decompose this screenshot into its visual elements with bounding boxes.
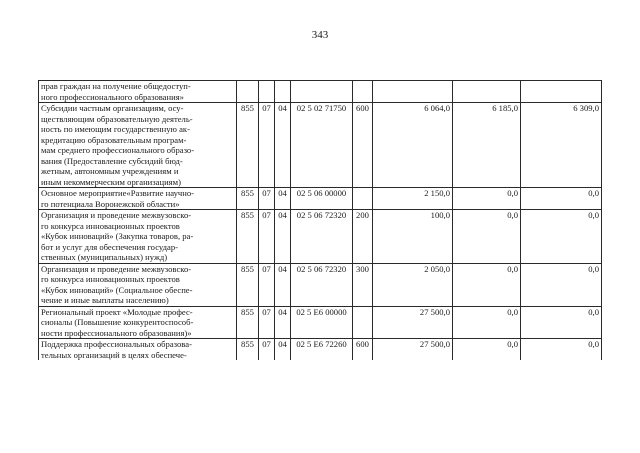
- amount-year1-cell: 27 500,0: [373, 306, 453, 339]
- amount-year2-cell: 0,0: [453, 306, 521, 339]
- subsection-code-cell: [275, 81, 291, 103]
- amount-year1-cell: 2 050,0: [373, 263, 453, 306]
- amount-year2-cell: 6 185,0: [453, 103, 521, 188]
- subsection-code-cell: 04: [275, 306, 291, 339]
- section-code-cell: 07: [259, 263, 275, 306]
- ministry-code-cell: 855: [237, 263, 259, 306]
- section-code-cell: [259, 81, 275, 103]
- item-name-line: «Кубок инноваций» (Закупка товаров, ра-: [41, 231, 194, 241]
- table-body: [39, 81, 602, 361]
- amount-year3-cell: 6 309,0: [521, 103, 602, 188]
- table-row: [39, 339, 602, 361]
- amount-year1-cell: 100,0: [373, 210, 453, 264]
- target-article-cell: 02 5 06 00000: [291, 188, 353, 210]
- item-name-cell: [39, 103, 237, 188]
- amount-year2-cell: 0,0: [453, 188, 521, 210]
- item-name-line: тельных организаций в целях обеспече-: [41, 349, 187, 360]
- target-article-cell: 02 5 06 72320: [291, 263, 353, 306]
- section-code-cell: 07: [259, 188, 275, 210]
- item-name-cell: [39, 339, 237, 361]
- amount-year1-cell: 2 150,0: [373, 188, 453, 210]
- item-name-line: ственных (муниципальных) нужд): [41, 252, 168, 262]
- amount-year3-cell: 0,0: [521, 263, 602, 306]
- section-code-cell: 07: [259, 339, 275, 361]
- amount-year1-cell: 27 500,0: [373, 339, 453, 361]
- subsection-code-cell: 04: [275, 210, 291, 264]
- item-name-cell: [39, 188, 237, 210]
- ministry-code-cell: 855: [237, 210, 259, 264]
- table-row: [39, 81, 602, 103]
- amount-year3-cell: [521, 81, 602, 103]
- item-name-cell: [39, 81, 237, 103]
- item-name-line: Субсидии частным организациям, осу-: [41, 103, 184, 113]
- expense-type-cell: 200: [353, 210, 373, 264]
- table-row: [39, 306, 602, 339]
- item-name-line: «Кубок инноваций» (Социальное обеспе-: [41, 284, 193, 295]
- expense-type-cell: [353, 81, 373, 103]
- ministry-code-cell: 855: [237, 103, 259, 188]
- expense-type-cell: 600: [353, 339, 373, 361]
- item-name-line: ности профессионального образования)»: [41, 327, 192, 338]
- target-article-cell: 02 5 02 71750: [291, 103, 353, 188]
- amount-year1-cell: 6 064,0: [373, 103, 453, 188]
- amount-year2-cell: [453, 81, 521, 103]
- target-article-cell: 02 5 06 72320: [291, 210, 353, 264]
- item-name-line: мам среднего профессионального образо-: [41, 145, 195, 155]
- target-article-cell: [291, 81, 353, 103]
- subsection-code-cell: 04: [275, 188, 291, 210]
- subsection-code-cell: 04: [275, 339, 291, 361]
- item-name-line: ность по имеющим государственную ак-: [41, 124, 190, 134]
- section-code-cell: 07: [259, 306, 275, 339]
- ministry-code-cell: [237, 81, 259, 103]
- item-name-line: го конкурса инновационных проектов: [41, 274, 180, 284]
- item-name-line: Организация и проведение межвузовско-: [41, 210, 192, 220]
- expense-type-cell: 300: [353, 263, 373, 306]
- amount-year2-cell: 0,0: [453, 210, 521, 264]
- item-name-line: кредитацию образовательным програм-: [41, 134, 187, 145]
- item-name-line: бот и услуг для обеспечения государ-: [41, 241, 178, 252]
- item-name-line: го конкурса инновационных проектов: [41, 220, 180, 231]
- amount-year2-cell: 0,0: [453, 263, 521, 306]
- budget-table: [38, 80, 602, 360]
- item-name-line: ного профессионального образования»: [41, 91, 184, 102]
- target-article-cell: 02 5 E6 72260: [291, 339, 353, 361]
- item-name-line: Организация и проведение межвузовско-: [41, 263, 192, 274]
- page-number: 343: [311, 29, 329, 41]
- expense-type-cell: 600: [353, 103, 373, 188]
- item-name-cell: [39, 306, 237, 339]
- item-name-line: сионалы (Повышение конкурентоспособ-: [41, 317, 194, 327]
- section-code-cell: 07: [259, 103, 275, 188]
- item-name-line: иным некоммерческим организациям): [41, 176, 181, 187]
- expense-type-cell: [353, 188, 373, 210]
- table-row: [39, 210, 602, 264]
- table-row: [39, 263, 602, 306]
- table-row: [39, 103, 602, 188]
- amount-year3-cell: 0,0: [521, 210, 602, 264]
- amount-year3-cell: 0,0: [521, 306, 602, 339]
- subsection-code-cell: 04: [275, 263, 291, 306]
- table-row: [39, 188, 602, 210]
- item-name-line: чение и иные выплаты населению): [41, 295, 169, 305]
- subsection-code-cell: 04: [275, 103, 291, 188]
- amount-year1-cell: [373, 81, 453, 103]
- section-code-cell: 07: [259, 210, 275, 264]
- ministry-code-cell: 855: [237, 188, 259, 210]
- item-name-line: го потенциала Воронежской области»: [41, 198, 180, 209]
- ministry-code-cell: 855: [237, 339, 259, 361]
- item-name-line: вания (Предоставление субсидий бюд-: [41, 155, 183, 166]
- item-name-line: ществляющим образовательную деятель-: [41, 113, 193, 124]
- item-name-line: Основное мероприятие«Развитие научно-: [41, 188, 195, 198]
- amount-year2-cell: 0,0: [453, 339, 521, 361]
- item-name-cell: [39, 210, 237, 264]
- item-name-line: прав граждан на получение общедоступ-: [41, 81, 191, 91]
- item-name-line: Поддержка профессиональных образова-: [41, 339, 192, 349]
- expense-type-cell: [353, 306, 373, 339]
- item-name-line: Региональный проект «Молодые профес-: [41, 306, 193, 317]
- ministry-code-cell: 855: [237, 306, 259, 339]
- target-article-cell: 02 5 E6 00000: [291, 306, 353, 339]
- item-name-line: жетным, автономным учреждениям и: [41, 166, 179, 176]
- item-name-cell: [39, 263, 237, 306]
- amount-year3-cell: 0,0: [521, 188, 602, 210]
- amount-year3-cell: 0,0: [521, 339, 602, 361]
